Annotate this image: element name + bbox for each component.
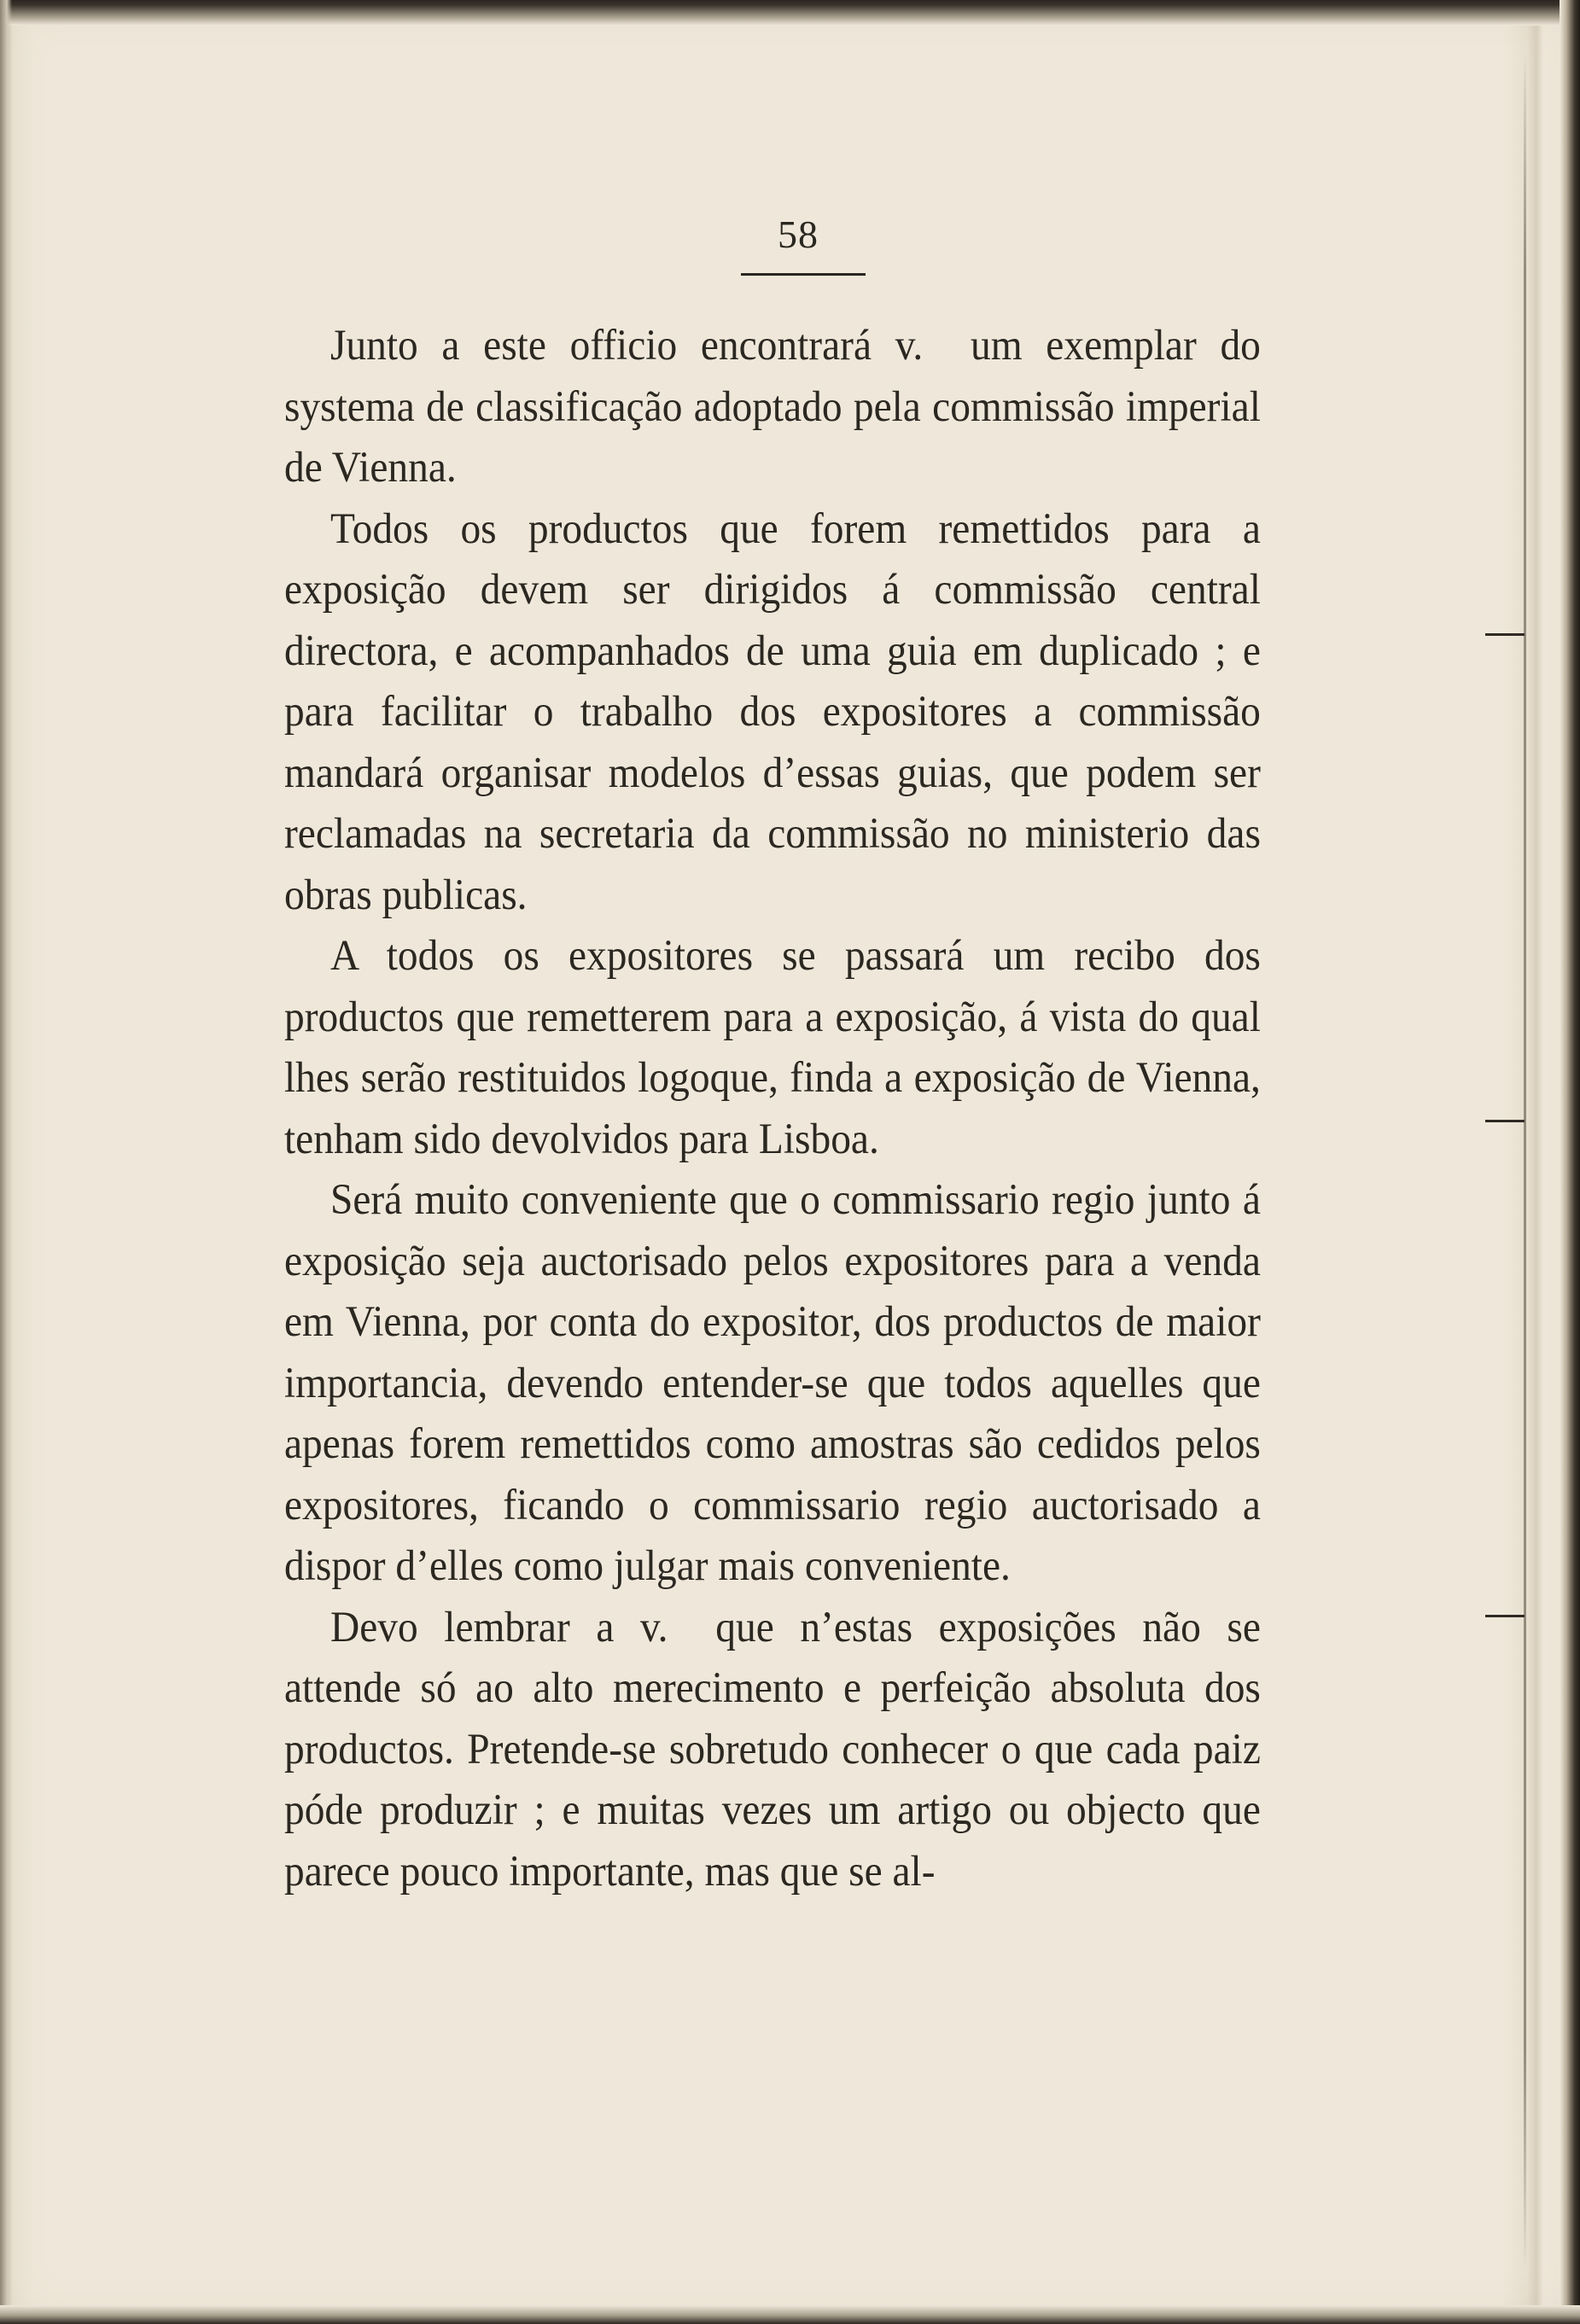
page-right-edge — [1560, 0, 1580, 2324]
paragraph-text: Junto a este officio encontrará v. — [329, 322, 924, 370]
paragraph — [284, 1598, 1261, 1903]
page-top-edge — [0, 0, 1580, 26]
binding-tick — [1485, 1615, 1525, 1617]
page-number: 58 — [778, 213, 819, 256]
paragraph: Todos os productos que forem remettidos para a exposição devem ser dirigidos á commissão central directora, e acompanhados de uma guia em duplicado ; e para facilitar o trabalho dos expositores a commissão mandará organisar modelos d’essas guias, que podem ser reclamadas na secretaria da commissão no ministerio das obras publicas. — [284, 504, 1261, 919]
paragraph-text: Devo lembrar a v. — [329, 1603, 668, 1651]
paragraph-text: que n’estas exposições não se attende só ao alto merecimento e perfeição absoluta dos productos. Pretende-se sobretudo conhecer o que cada paiz póde produzir ; e muitas vezes um artigo ou objecto que parece pouco importante, mas que se al- — [284, 1603, 1261, 1896]
paragraph: Será muito conveniente que o commissario regio junto á exposição seja auctorisado pelos expositores para a venda em Vienna, por conta do expositor, dos productos de maior importancia, devendo entender-se que todos aquelles que apenas forem remettidos como amostras são cedidos pelos expositores, ficando o commissario regio auctorisado a dispor d’elles como julgar mais conveniente. — [284, 1176, 1261, 1590]
page-number-rule — [741, 273, 866, 276]
paragraph-text: um exemplar do systema de classificação adoptado pela commissão imperial de Vienna. — [284, 322, 1261, 492]
binding-tick — [1485, 633, 1525, 636]
body-text — [284, 316, 1261, 1902]
paragraph — [284, 316, 1261, 499]
paragraph: A todos os expositores se passará um recibo dos productos que remetterem para a exposição, á vista do qual lhes serão restituidos logoque, finda a exposição de Vienna, tenham sido devolvidos para Lisboa. — [284, 932, 1261, 1163]
page-bottom-edge — [0, 2305, 1580, 2324]
binding-rule — [1524, 51, 1526, 2270]
page-left-edge — [0, 0, 12, 2324]
binding-tick — [1485, 1120, 1525, 1122]
